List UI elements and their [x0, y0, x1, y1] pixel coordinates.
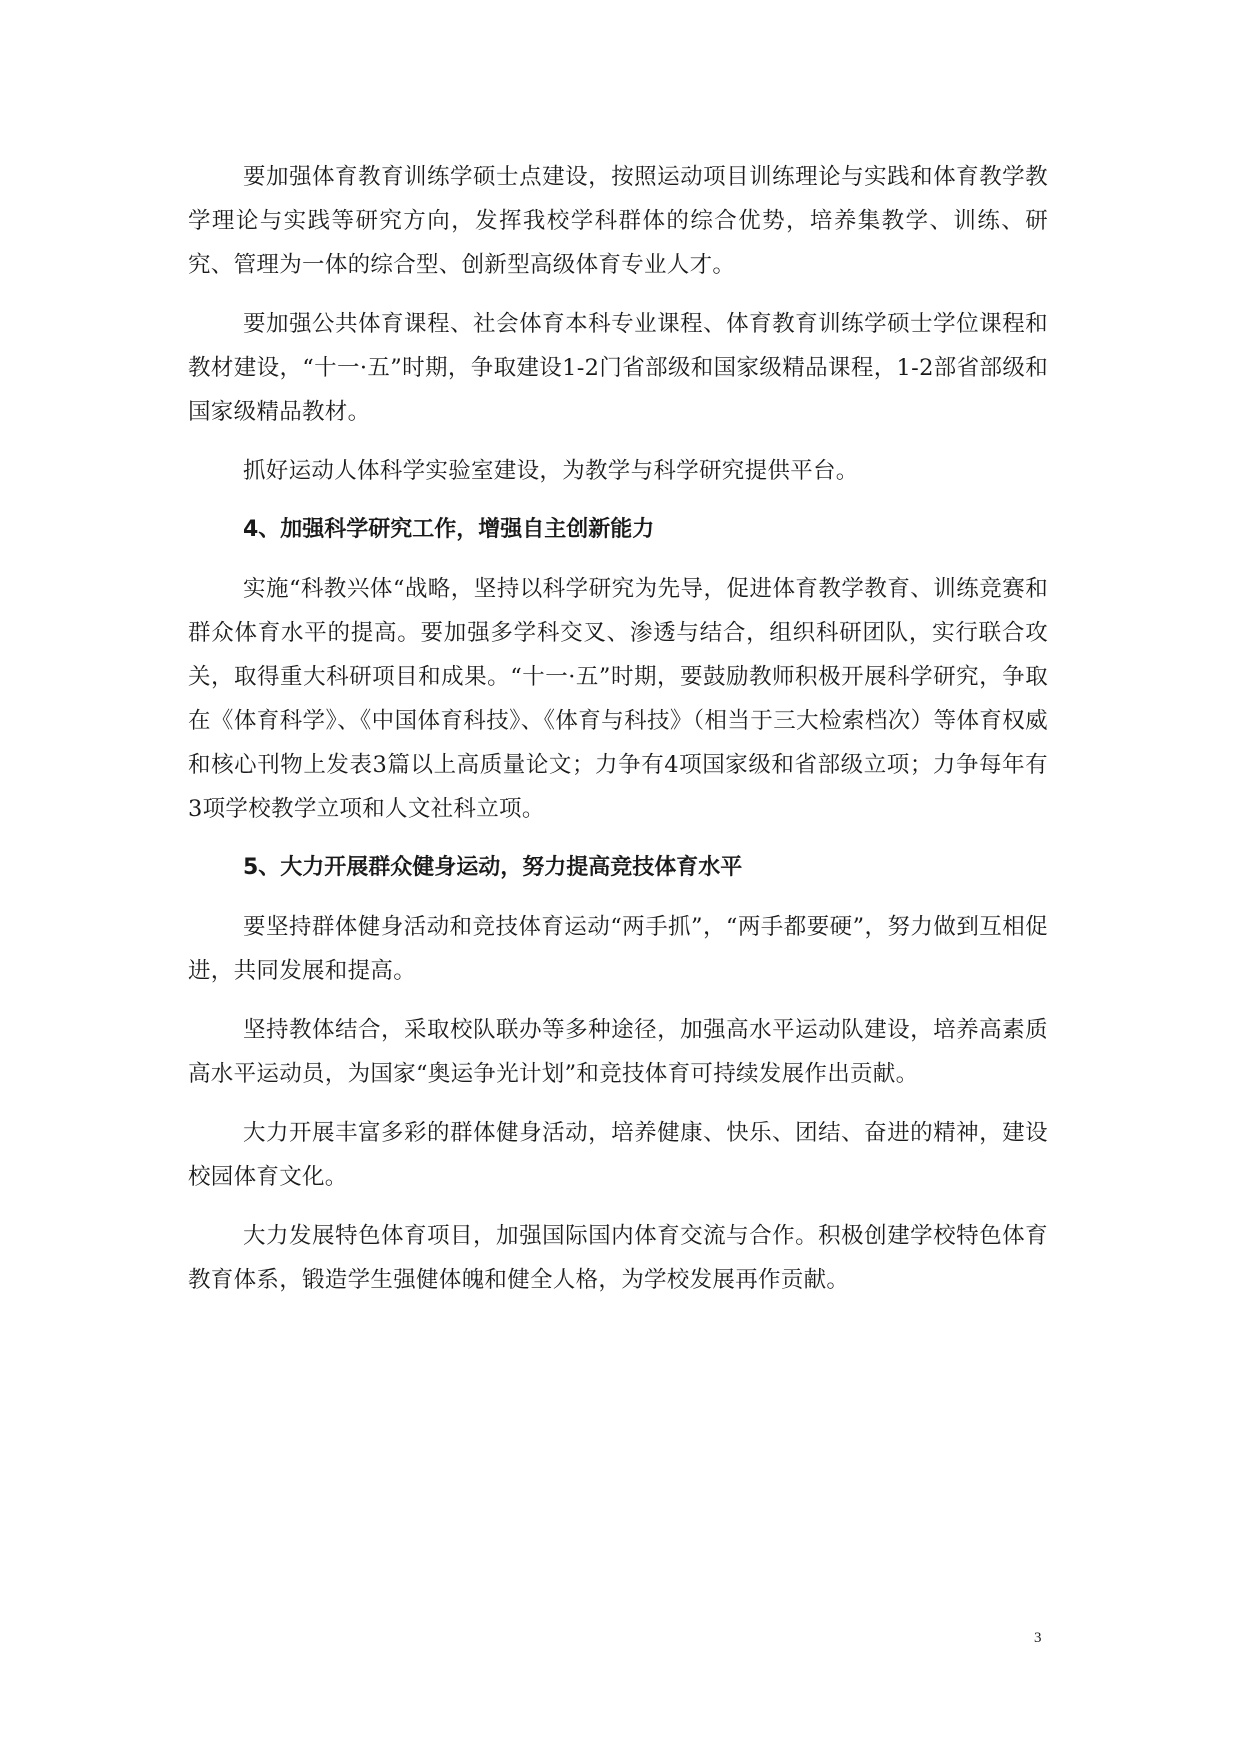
- paragraph: 抓好运动人体科学实验室建设，为教学与科学研究提供平台。: [243, 458, 859, 484]
- paragraph: 实施“科教兴体“战略，坚持以科学研究为先导，促进体育教学教育、训练竞赛和群众体育水平的提高。要加强多学科交叉、渗透与结合，组织科研团队，实行联合攻关，取得重大科研项目和成果。“十一·五”时期，要鼓励教师积极开展科学研究，争取在《体育科学》、《中国体育科技》、《体育与科技》（相当于三大检索档次）等体育权威和核心刊物上发表3篇以上高质量论文；力争有4项国家级和省部级立项；力争每年有3项学校教学立项和人文社科立项。: [188, 576, 1048, 822]
- paragraph: 要加强公共体育课程、社会体育本科专业课程、体育教育训练学硕士学位课程和教材建设，“十一·五”时期，争取建设1-2门省部级和国家级精品课程，1-2部省部级和国家级精品教材。: [188, 311, 1048, 425]
- paragraph: 大力开展丰富多彩的群体健身活动，培养健康、快乐、团结、奋进的精神，建设校园体育文化。: [188, 1120, 1048, 1190]
- section-heading: 5、大力开展群众健身运动，努力提高竞技体育水平: [243, 855, 743, 880]
- page-number: 3: [1034, 1630, 1042, 1646]
- document-body: [188, 155, 1048, 1302]
- paragraph: 要坚持群体健身活动和竞技体育运动“两手抓”，“两手都要硬”，努力做到互相促进，共同发展和提高。: [188, 914, 1048, 984]
- section-heading: 4、加强科学研究工作，增强自主创新能力: [243, 517, 655, 542]
- paragraph: 要加强体育教育训练学硕士点建设，按照运动项目训练理论与实践和体育教学教学理论与实践等研究方向，发挥我校学科群体的综合优势，培养集教学、训练、研究、管理为一体的综合型、创新型高级体育专业人才。: [188, 164, 1048, 278]
- paragraph: 大力发展特色体育项目，加强国际国内体育交流与合作。积极创建学校特色体育教育体系，锻造学生强健体魄和健全人格，为学校发展再作贡献。: [188, 1223, 1048, 1293]
- paragraph: 坚持教体结合，采取校队联办等多种途径，加强高水平运动队建设，培养高素质高水平运动员，为国家“奥运争光计划”和竞技体育可持续发展作出贡献。: [188, 1017, 1048, 1087]
